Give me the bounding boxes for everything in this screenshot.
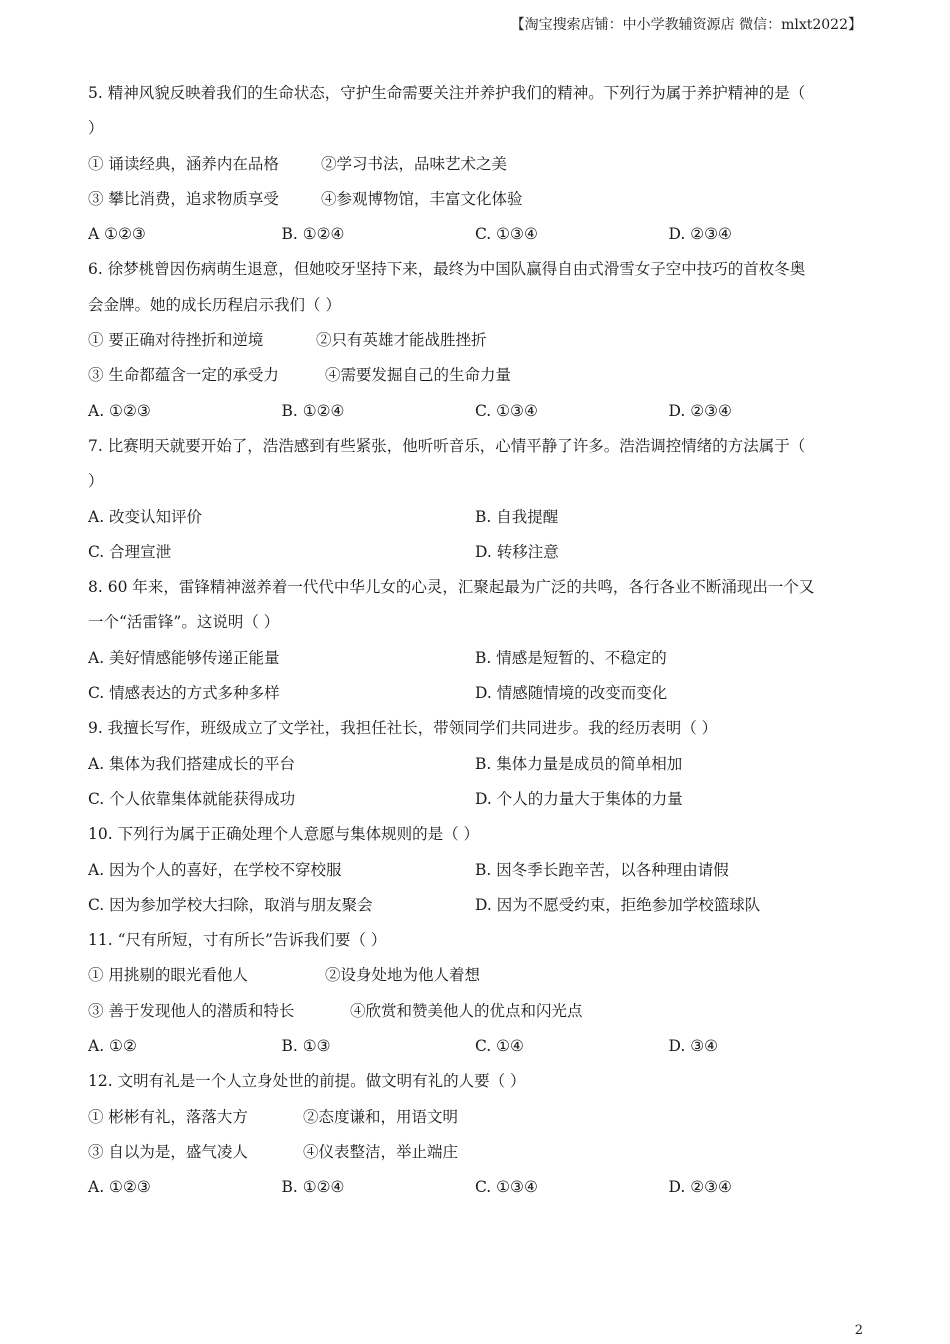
option-b[interactable]: B. 情感是短暂的、不稳定的 — [475, 648, 667, 667]
options-row — [88, 500, 863, 535]
option-c[interactable]: C. 因为参加学校大扫除，取消与朋友聚会 — [88, 895, 373, 914]
statement: ④需要发掘自己的生命力量 — [325, 366, 512, 385]
question-7 — [88, 429, 863, 570]
question-6 — [88, 252, 863, 428]
options-row — [88, 394, 863, 429]
question-stem: 一个“活雷锋”。这说明（ ） — [88, 613, 280, 632]
question-5 — [88, 76, 863, 252]
statement: ① 诵读经典，涵养内在品格 — [88, 154, 279, 173]
option-a[interactable]: A. 集体为我们搭建成长的平台 — [88, 754, 296, 773]
question-9 — [88, 711, 863, 817]
option-d[interactable]: D. ②③④ — [668, 401, 732, 420]
option-c[interactable]: C. 情感表达的方式多种多样 — [88, 684, 280, 703]
option-b[interactable]: B. ①③ — [281, 1037, 331, 1056]
option-c[interactable]: C. ①④ — [475, 1037, 524, 1056]
statement: ① 彬彬有礼，落落大方 — [88, 1107, 248, 1126]
statement-row — [88, 994, 863, 1029]
statement: ④仪表整洁，举止端庄 — [303, 1142, 459, 1161]
statement-row — [88, 182, 863, 217]
option-d[interactable]: D. 转移注意 — [475, 542, 559, 561]
option-a[interactable]: A. ①② — [88, 1037, 137, 1056]
options-row — [88, 782, 863, 817]
question-stem: ） — [88, 119, 104, 138]
option-a[interactable]: A ①②③ — [88, 225, 146, 244]
statement: ④参观博物馆，丰富文化体验 — [321, 189, 523, 208]
option-b[interactable]: B. 集体力量是成员的简单相加 — [475, 754, 683, 773]
options-row — [88, 853, 863, 888]
statement: ① 要正确对待挫折和逆境 — [88, 331, 264, 350]
options-row — [88, 747, 863, 782]
statement-row — [88, 358, 863, 393]
options-row — [88, 535, 863, 570]
option-a[interactable]: A. ①②③ — [88, 401, 151, 420]
option-b[interactable]: B. 因冬季长跑辛苦，以各种理由请假 — [475, 860, 729, 879]
statement: ④欣赏和赞美他人的优点和闪光点 — [350, 1001, 583, 1020]
options-row — [88, 217, 863, 252]
question-stem: 会金牌。她的成长历程启示我们（ ） — [88, 295, 341, 314]
question-stem: 9. 我擅长写作，班级成立了文学社，我担任社长，带领同学们共同进步。我的经历表明（ ） — [88, 719, 718, 738]
question-12 — [88, 1064, 863, 1205]
option-c[interactable]: C. ①③④ — [475, 225, 538, 244]
question-list — [88, 76, 863, 1206]
statement-row — [88, 323, 863, 358]
question-stem: 7. 比赛明天就要开始了，浩浩感到有些紧张，他听听音乐，心情平静了许多。浩浩调控情绪的方法属于（ — [88, 436, 806, 455]
option-d[interactable]: D. 因为不愿受约束，拒绝参加学校篮球队 — [475, 895, 761, 914]
statement: ③ 攀比消费，追求物质享受 — [88, 189, 279, 208]
question-stem: 6. 徐梦桃曾因伤病萌生退意，但她咬牙坚持下来，最终为中国队赢得自由式滑雪女子空中技巧的首枚冬奥 — [88, 260, 806, 279]
option-b[interactable]: B. ①②④ — [281, 225, 345, 244]
statement: ②只有英雄才能战胜挫折 — [316, 331, 487, 350]
option-b[interactable]: B. ①②④ — [281, 401, 345, 420]
option-c[interactable]: C. ①③④ — [475, 1178, 538, 1197]
option-a[interactable]: A. ①②③ — [88, 1178, 151, 1197]
option-b[interactable]: B. ①②④ — [281, 1178, 345, 1197]
question-10 — [88, 817, 863, 923]
statement-row — [88, 1135, 863, 1170]
option-b[interactable]: B. 自我提醒 — [475, 507, 559, 526]
option-a[interactable]: A. 美好情感能够传递正能量 — [88, 648, 280, 667]
question-8 — [88, 570, 863, 711]
statement: ②设身处地为他人着想 — [325, 966, 481, 985]
options-row — [88, 676, 863, 711]
options-row — [88, 641, 863, 676]
statement: ③ 自以为是，盛气凌人 — [88, 1142, 248, 1161]
option-a[interactable]: A. 改变认知评价 — [88, 507, 203, 526]
question-stem: 5. 精神风貌反映着我们的生命状态，守护生命需要关注并养护我们的精神。下列行为属于养护精神的是（ — [88, 84, 806, 102]
question-stem: 10. 下列行为属于正确处理个人意愿与集体规则的是（ ） — [88, 825, 480, 844]
statement: ③ 善于发现他人的潜质和特长 — [88, 1001, 295, 1020]
options-row — [88, 1170, 863, 1205]
option-d[interactable]: D. ③④ — [668, 1037, 719, 1056]
question-stem: 12. 文明有礼是一个人立身处世的前提。做文明有礼的人要（ ） — [88, 1072, 526, 1091]
page-number: 2 — [854, 1323, 863, 1338]
option-a[interactable]: A. 因为个人的喜好，在学校不穿校服 — [88, 860, 342, 879]
option-d[interactable]: D. 情感随情境的改变而变化 — [475, 684, 668, 703]
statement-row — [88, 958, 863, 993]
statement: ②态度谦和，用语文明 — [303, 1107, 459, 1126]
option-d[interactable]: D. ②③④ — [668, 225, 732, 244]
question-11 — [88, 923, 863, 1064]
options-row — [88, 1029, 863, 1064]
statement: ③ 生命都蕴含一定的承受力 — [88, 366, 279, 385]
page-header: 【淘宝搜索店铺：中小学教辅资源店 微信：mlxt2022】 — [510, 17, 862, 33]
option-c[interactable]: C. ①③④ — [475, 401, 538, 420]
statement-row — [88, 147, 863, 182]
statement: ① 用挑剔的眼光看他人 — [88, 966, 248, 985]
statement-row — [88, 1100, 863, 1135]
option-c[interactable]: C. 合理宣泄 — [88, 542, 172, 561]
options-row — [88, 888, 863, 923]
statement: ②学习书法，品味艺术之美 — [321, 154, 508, 173]
option-c[interactable]: C. 个人依靠集体就能获得成功 — [88, 789, 296, 808]
question-stem: ） — [88, 472, 104, 491]
option-d[interactable]: D. 个人的力量大于集体的力量 — [475, 789, 683, 808]
option-d[interactable]: D. ②③④ — [668, 1178, 732, 1197]
question-stem: 11. “尺有所短，寸有所长”告诉我们要（ ） — [88, 931, 387, 950]
question-stem: 8. 60 年来，雷锋精神滋养着一代代中华儿女的心灵，汇聚起最为广泛的共鸣，各行各业不断涌现出一个又 — [88, 578, 815, 597]
